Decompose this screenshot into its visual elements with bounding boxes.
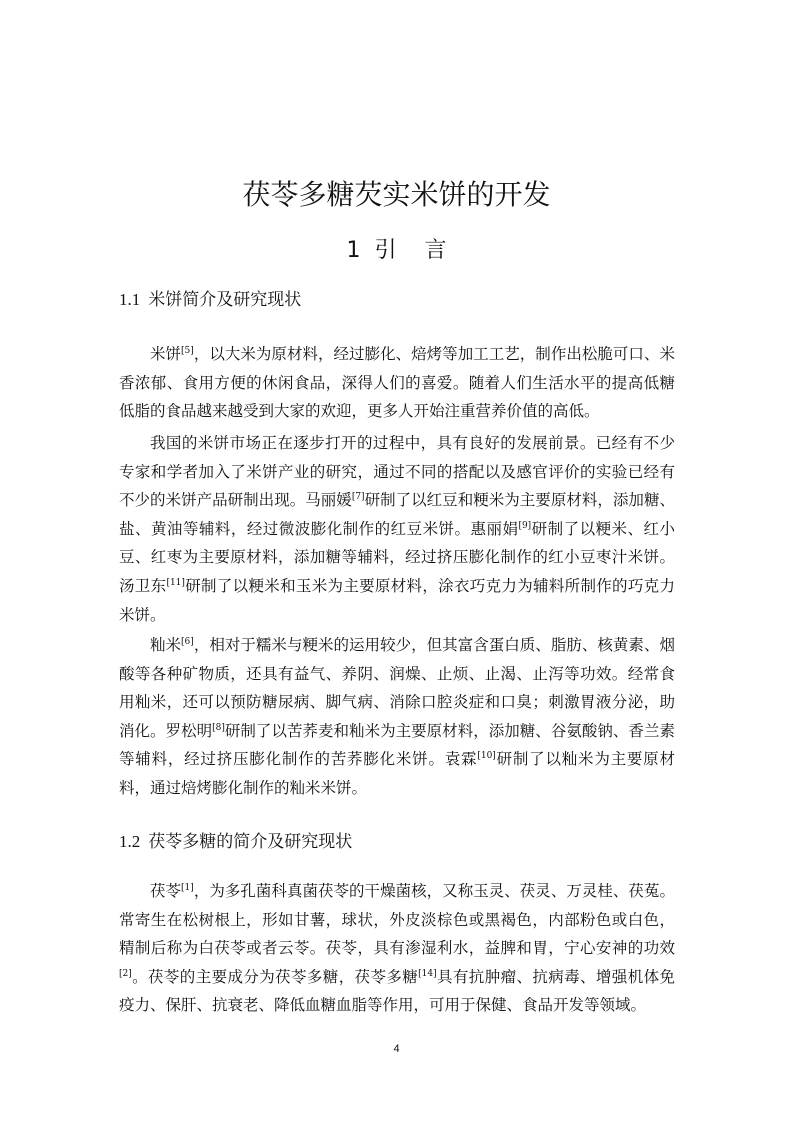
- paragraph-text: 米饼: [150, 345, 182, 363]
- paragraph-text: 研制了以红豆和粳米为主要原材料，添加糖、盐、黄油等辅料，经过微波膨化制作的红豆米饼。惠丽娟: [119, 491, 675, 538]
- citation-ref[interactable]: [7]: [351, 492, 365, 503]
- paragraph-text: ，相对于糯米与粳米的运用较少，但其富含蛋白质、脂肪、核黄素、烟酸等各种矿物质，还具有益气、养阴、润燥、止烦、止渴、止泻等功效。经常食用籼米，还可以预防糖尿病、脚气病、消除口腔炎症和口臭；刺激胃液分泌，助消化。罗松明: [119, 636, 675, 740]
- citation-ref[interactable]: [1]: [181, 883, 194, 893]
- section-heading-1-1: [119, 287, 301, 313]
- section-number: 1.2: [119, 832, 141, 851]
- paragraph-text: 研制了以苦荞麦和籼米为主要原材料，添加糖、谷氨酸钠、香兰素等辅料，经过挤压膨化制作的苦荞膨化米饼。袁霖: [119, 721, 675, 769]
- section-title: 茯苓多糖的简介及研究现状: [148, 832, 353, 852]
- section-number: 1.1: [119, 290, 141, 309]
- citation-ref[interactable]: [2]: [119, 968, 132, 979]
- citation-ref[interactable]: [5]: [181, 346, 194, 356]
- paper-title: 茯苓多糖芡实米饼的开发: [242, 178, 551, 211]
- chapter-heading: [0, 234, 793, 268]
- paragraph-rice-cake-intro: [119, 340, 675, 426]
- citation-ref[interactable]: [8]: [212, 722, 225, 733]
- paragraph-text: 我国的米饼市场正在逐步打开的过程中，具有良好的发展前景。已经有不少专家和学者加入了米饼产业的研究，通过不同的搭配以及感官评价的实验已经有不少的米饼产品研制出现。马丽媛: [119, 434, 675, 510]
- section-heading-1-2: [119, 829, 352, 855]
- paragraph-text: 研制了以粳米和玉米为主要原材料，涂衣巧克力为辅料所制作的巧克力米饼。: [119, 576, 675, 624]
- citation-ref[interactable]: [6]: [181, 637, 194, 647]
- paragraph-text: 具有抗肿瘤、抗病毒、增强机体免疫力、保肝、抗衰老、降低血糖血脂等作用，可用于保健、食品开发等领域。: [119, 967, 675, 1015]
- paragraph-text: 。茯苓的主要成分为茯苓多糖，茯苓多糖: [131, 967, 419, 986]
- page-number: 4: [393, 1043, 400, 1055]
- paragraph-text: ，为多孔菌科真菌茯苓的干燥菌核，又称玉灵、茯灵、万灵桂、茯菟。常寄生在松树根上，形如甘薯，球状，外皮淡棕色或黑褐色，内部粉色或白色，精制后称为白茯苓或者云苓。茯苓，具有渗湿利水，益脾和胃，宁心安神的功效: [119, 882, 675, 958]
- paragraph-text: 籼米: [150, 636, 182, 654]
- paragraph-rice-cake-market: [119, 429, 675, 629]
- paragraph-indica-rice: [119, 631, 675, 803]
- citation-ref[interactable]: [14]: [418, 968, 437, 979]
- paragraph-text: 研制了以籼米为主要原材料，通过焙烤膨化制作的籼米米饼。: [119, 750, 675, 797]
- citation-ref[interactable]: [11]: [166, 577, 185, 588]
- paragraph-text: 茯苓: [150, 882, 182, 900]
- citation-ref[interactable]: [10]: [477, 751, 496, 762]
- section-title: 米饼简介及研究现状: [148, 290, 302, 310]
- chapter-title: 引 言: [374, 238, 447, 263]
- chapter-number: 1: [346, 238, 361, 263]
- paragraph-poria-intro: [119, 877, 675, 1020]
- citation-ref[interactable]: [9]: [518, 520, 532, 531]
- paragraph-text: ，以大米为原材料，经过膨化、焙烤等加工工艺，制作出松脆可口、米香浓郁、食用方便的休闲食品，深得人们的喜爱。随着人们生活水平的提高低糖低脂的食品越来越受到大家的欢迎，更多人开始注重营养价值的高低。: [119, 345, 675, 421]
- paragraph-text: 研制了以粳米、红小豆、红枣为主要原材料，添加糖等辅料，经过挤压膨化制作的红小豆枣汁米饼。汤卫东: [119, 519, 675, 595]
